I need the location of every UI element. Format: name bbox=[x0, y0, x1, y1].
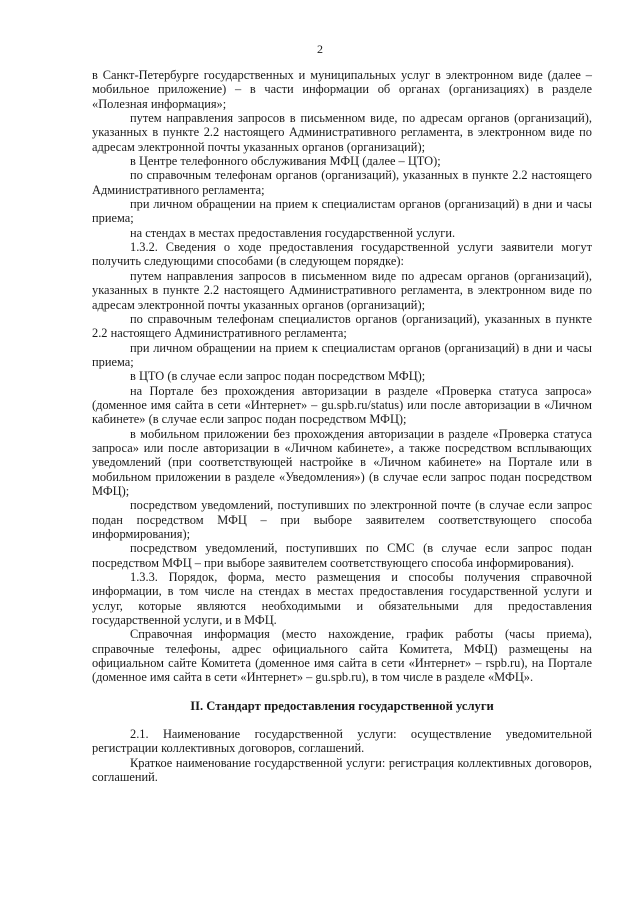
paragraph: Справочная информация (место нахождение, график работы (часы приема), справочные телефоны, адрес официального сайта Комитета, МФЦ) размещены на официальном сайте Комитета (доменное имя сайта в сети «Интернет» – rspb.ru), на Портале (доменное имя сайта в сети «Интернет» – gu.spb.ru), в том числе в разделе «МФЦ». bbox=[92, 627, 592, 685]
paragraph: в Центре телефонного обслуживания МФЦ (далее – ЦТО); bbox=[130, 154, 441, 169]
paragraph: по справочным телефонам органов (организаций), указанных в пункте 2.2 настоящего Административного регламента; bbox=[92, 168, 592, 197]
paragraph: путем направления запросов в письменном виде, по адресам органов (организаций), указанных в пункте 2.2 настоящего Административного регламента, в электронном виде по адресам электронной почты указанных органов (организаций); bbox=[92, 111, 592, 154]
paragraph: по справочным телефонам специалистов органов (организаций), указанных в пункте 2.2 настоящего Административного регламента; bbox=[92, 311, 592, 341]
paragraph: в мобильном приложении без прохождения авторизации в разделе «Проверка статуса запроса» или после авторизации в «Личном кабинете», а также посредством всплывающих уведомлений (при соответствующей настройке в «Личном кабинете» на Портале или в мобильном приложении в разделе «Уведомления») (в случае если запрос подан посредством МФЦ); bbox=[92, 426, 592, 498]
paragraph: 1.3.2. Сведения о ходе предоставления государственной услуги заявители могут получить следующими способами (в следующем порядке): bbox=[92, 240, 592, 269]
paragraph: на стендах в местах предоставления государственной услуги. bbox=[130, 225, 456, 240]
paragraph: в Санкт-Петербурге государственных и муниципальных услуг в электронном виде (далее – мобильное приложение) – в части информации об органах (организациях) в разделе «Полезная информация»; bbox=[92, 68, 592, 111]
paragraph: на Портале без прохождения авторизации в разделе «Проверка статуса запроса» (доменное имя сайта в сети «Интернет» – gu.spb.ru/status) или после авторизации в «Личном кабинете» (в случае если запрос подан посредством МФЦ); bbox=[92, 383, 592, 427]
paragraph: 2.1. Наименование государственной услуги: осуществление уведомительной регистрации коллективных договоров, соглашений. bbox=[92, 727, 592, 756]
paragraph: при личном обращении на прием к специалистам органов (организаций) в дни и часы приема; bbox=[92, 340, 592, 369]
paragraph: посредством уведомлений, поступивших по СМС (в случае если запрос подан посредством МФЦ – при выборе заявителем соответствующего способа информирования). bbox=[92, 541, 592, 570]
page-number: 2 bbox=[317, 42, 323, 56]
paragraph: при личном обращении на прием к специалистам органов (организаций) в дни и часы приема; bbox=[92, 197, 592, 226]
paragraph: путем направления запросов в письменном виде по адресам органов (организаций), указанных в пункте 2.2 настоящего Административного регламента, в электронном виде по адресам электронной почты указанных органов (организаций); bbox=[92, 268, 592, 312]
section-heading: II. Стандарт предоставления государственной услуги bbox=[190, 698, 494, 713]
document-body bbox=[92, 68, 592, 785]
paragraph: Краткое наименование государственной услуги: регистрация коллективных договоров, соглашений. bbox=[92, 755, 592, 785]
paragraph: посредством уведомлений, поступивших по электронной почте (в случае если запрос подан посредством МФЦ – при выборе заявителем соответствующего способа информирования); bbox=[92, 498, 592, 541]
paragraph: 1.3.3. Порядок, форма, место размещения и способы получения справочной информации, в том числе на стендах в местах предоставления государственной услуги и услуг, которые являются необходимыми и обязательными для предоставления государственной услуги, и в МФЦ. bbox=[92, 570, 592, 628]
paragraph: в ЦТО (в случае если запрос подан посредством МФЦ); bbox=[130, 369, 426, 384]
